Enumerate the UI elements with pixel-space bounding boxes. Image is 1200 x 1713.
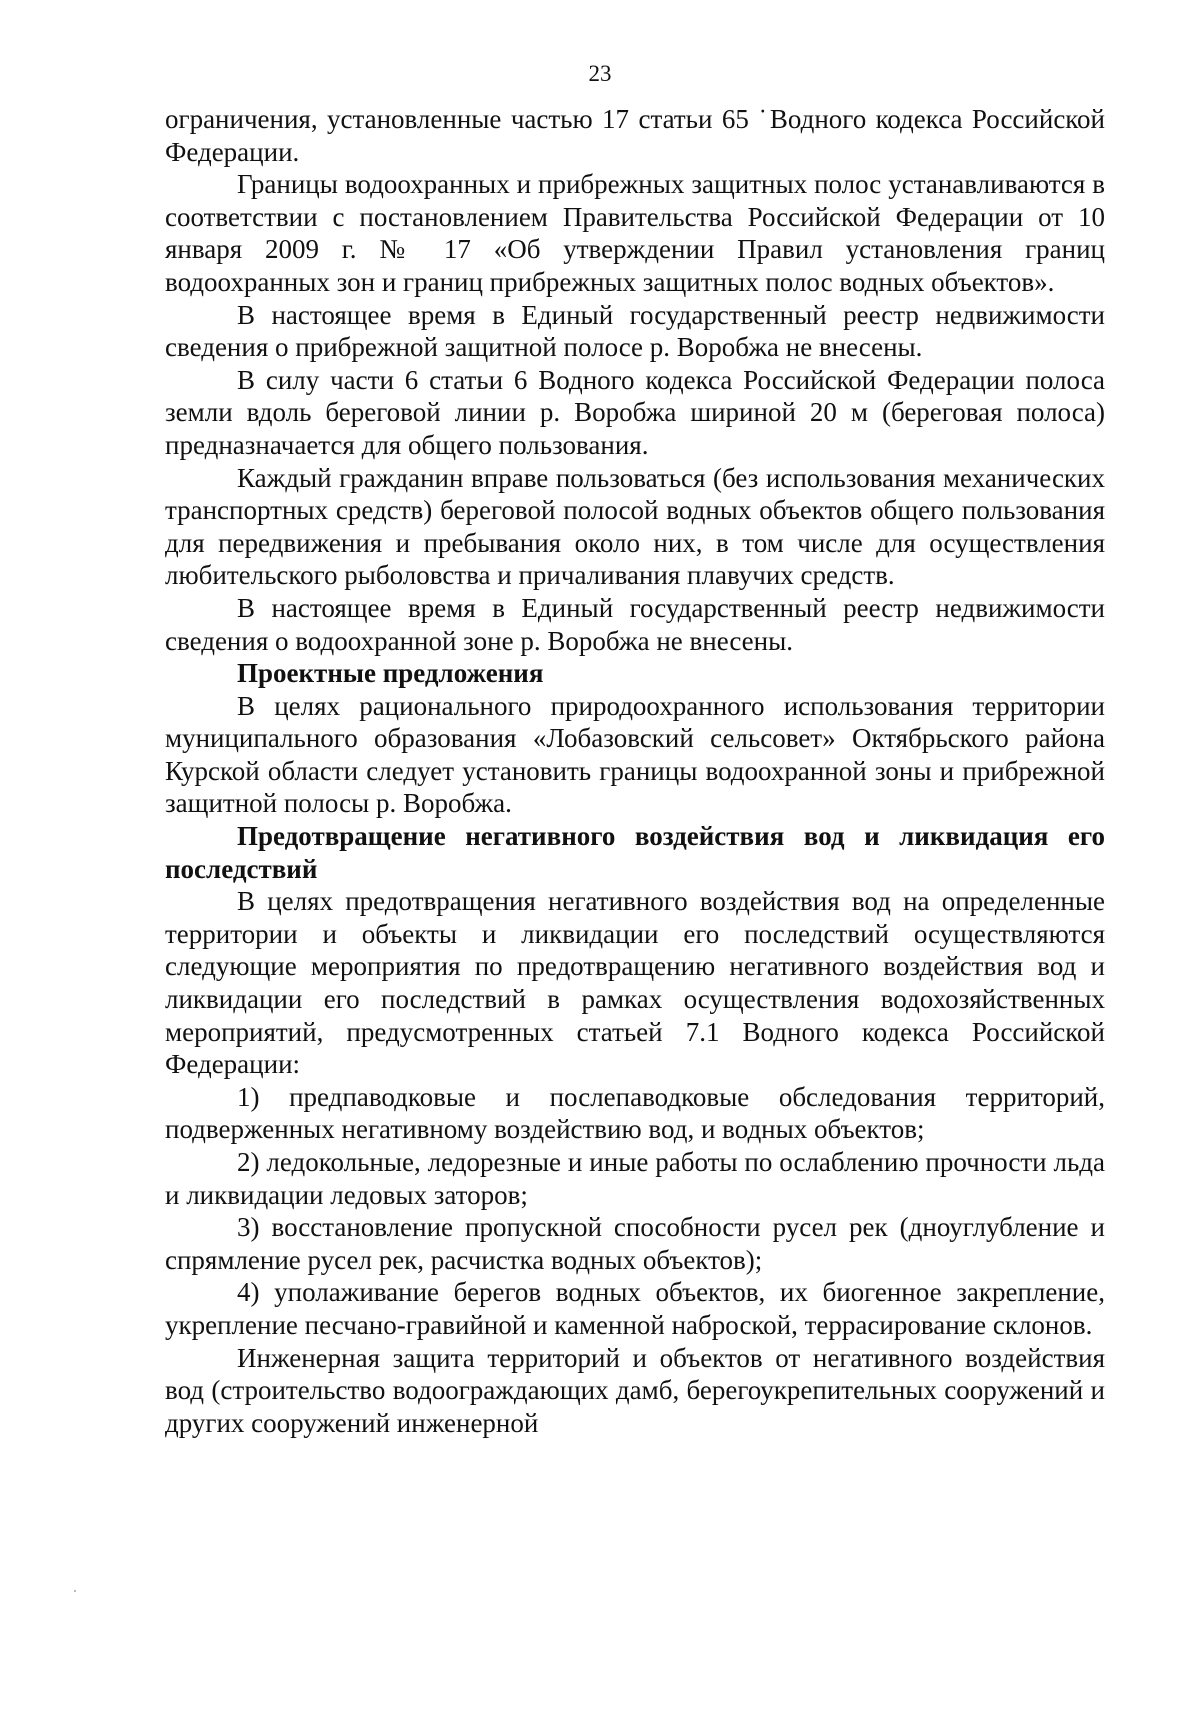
scan-speck	[74, 1590, 76, 1592]
paragraph-boundaries-rules: Границы водоохранных и прибрежных защитных полос устанавливаются в соответствии с постановлением Правительства Российской Федерации от 10 января 2009 г. № 17 «Об утверждении Правил установления границ водоохранных зон и границ прибрежных защитных полос водных объектов».	[165, 169, 1105, 297]
paragraph-citizen-rights: Каждый гражданин вправе пользоваться (без использования механических транспортных средств) береговой полосой водных объектов общего пользования для передвижения и пребывания около них, в том числе для осуществления любительского рыболовства и причаливания плавучих средств.	[165, 462, 1105, 591]
heading-negative-impact: Предотвращение негативного воздействия вод и ликвидация его последствий	[165, 821, 1105, 884]
list-item-4: 4) уполаживание берегов водных объектов, их биогенное закрепление, укрепление песчано-гравийной и каменной наброской, террасирование склонов.	[165, 1277, 1105, 1340]
paragraph-continuation: ограничения, установленные частью 17 статьи 65 ˙Водного кодекса Российской Федерации.	[165, 104, 1105, 167]
page-number: 23	[588, 61, 612, 86]
paragraph-measures-intro: В целях предотвращения негативного воздействия вод на определенные территории и объекты и ликвидации его последствий осуществляются следующие мероприятия по предотвращению негативного воздействия вод и ликвидации его последствий в рамках осуществления водохозяйственных мероприятий, предусмотренных статьей 7.1 Водного кодекса Российской Федерации:	[165, 886, 1105, 1080]
paragraph-registry-water-zone: В настоящее время в Единый государственный реестр недвижимости сведения о водоохранной зоне р. Воробжа не внесены.	[165, 592, 1105, 656]
heading-project-proposals: Проектные предложения	[237, 658, 544, 689]
paragraph-shore-strip: В силу части 6 статьи 6 Водного кодекса Российской Федерации полоса земли вдоль береговой линии р. Воробжа шириной 20 м (береговая полоса) предназначается для общего пользования.	[165, 364, 1105, 460]
list-item-1: 1) предпаводковые и послепаводковые обследования территорий, подверженных негативному воздействию вод, и водных объектов;	[165, 1081, 1105, 1145]
paragraph-engineering-protection: Инженерная защита территорий и объектов от негативного воздействия вод (строительство водоограждающих дамб, берегоукрепительных сооружений и других сооружений инженерной	[165, 1342, 1105, 1438]
document-body	[165, 103, 1105, 1439]
paragraph-registry-coastal-strip: В настоящее время в Единый государственный реестр недвижимости сведения о прибрежной защитной полосе р. Воробжа не внесены.	[165, 299, 1105, 363]
list-item-2: 2) ледокольные, ледорезные и иные работы по ослаблению прочности льда и ликвидации ледовых заторов;	[165, 1147, 1105, 1210]
paragraph-proposal: В целях рационального природоохранного использования территории муниципального образования «Лобазовский сельсовет» Октябрьского района Курской области следует установить границы водоохранной зоны и прибрежной защитной полосы р. Воробжа.	[165, 690, 1105, 819]
list-item-3: 3) восстановление пропускной способности русел рек (дноуглубление и спрямление русел рек, расчистка водных объектов);	[165, 1212, 1105, 1275]
